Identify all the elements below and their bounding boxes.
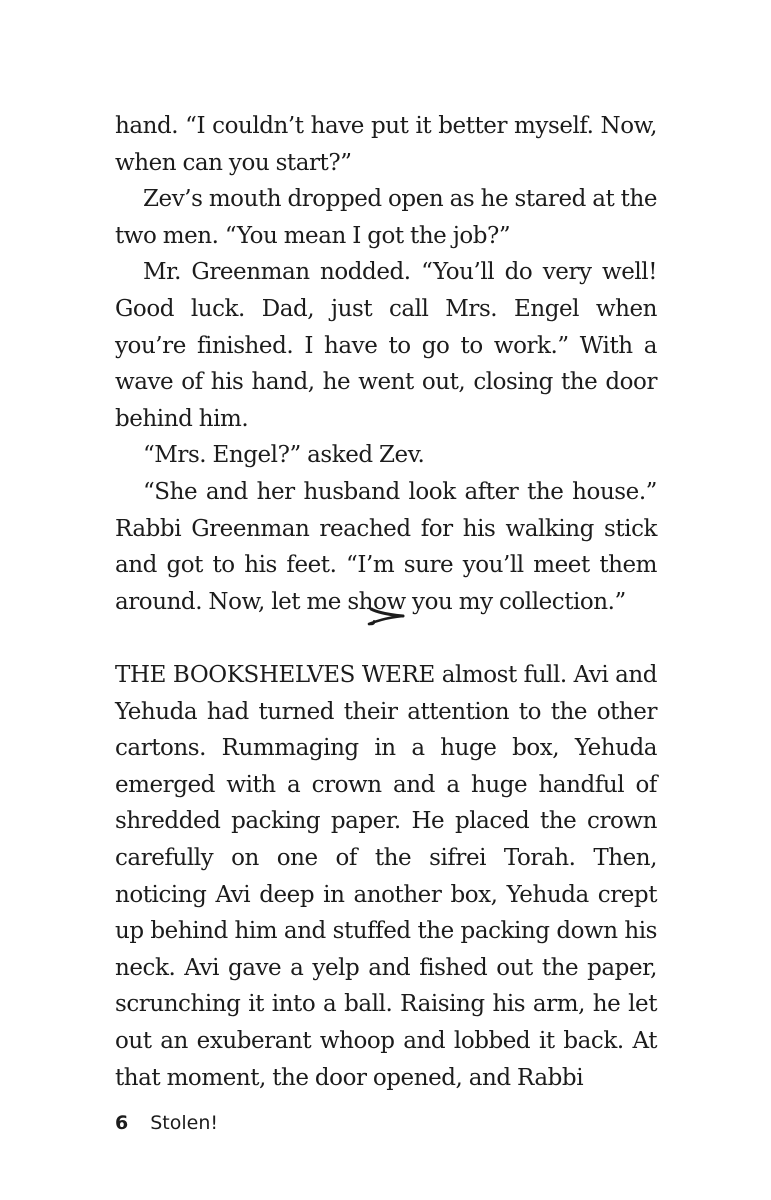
text-section-1 [115, 108, 657, 620]
paragraph-1: hand. “I couldn’t have put it better myself. Now, when can you start?” [115, 113, 657, 176]
page-footer [115, 1111, 218, 1135]
running-title: Stolen! [150, 1112, 218, 1134]
paragraph-6 [115, 657, 657, 1096]
section-break-flourish-icon [365, 604, 407, 628]
paragraph-6-text: almost full. Avi and Yehuda had turned their attention to the other cartons. Rummaging in a huge box, Yehuda emerged with a crown and a huge handful of shredded packing paper. He placed the crown carefully on one of the sifrei Torah. Then, noticing Avi deep in another box, Yehuda crept up behind him and stuffed the packing down his neck. Avi gave a yelp and fished out the paper, scrunching it into a ball. Raising his arm, he let out an exuberant whoop and lobbed it back. At that moment, the door opened, and Rabbi [115, 662, 657, 1091]
paragraph-5: “She and her husband look after the house.” Rabbi Greenman reached for his walking stick and got to his feet. “I’m sure you’ll meet them around. Now, let me show you my collection.” [115, 478, 657, 615]
paragraph-4: “Mrs. Engel?” asked Zev. [143, 442, 425, 469]
text-section-2 [115, 657, 657, 1096]
paragraph-3: Mr. Greenman nodded. “You’ll do very well! Good luck. Dad, just call Mrs. Engel when you’re finished. I have to go to work.” With a wave of his hand, he went out, closing the door behind him. [115, 259, 657, 432]
page-number: 6 [115, 1112, 129, 1134]
section-lead-caps: THE BOOKSHELVES WERE [115, 662, 435, 688]
paragraph-2: Zev’s mouth dropped open as he stared at the two men. “You mean I got the job?” [115, 186, 657, 249]
